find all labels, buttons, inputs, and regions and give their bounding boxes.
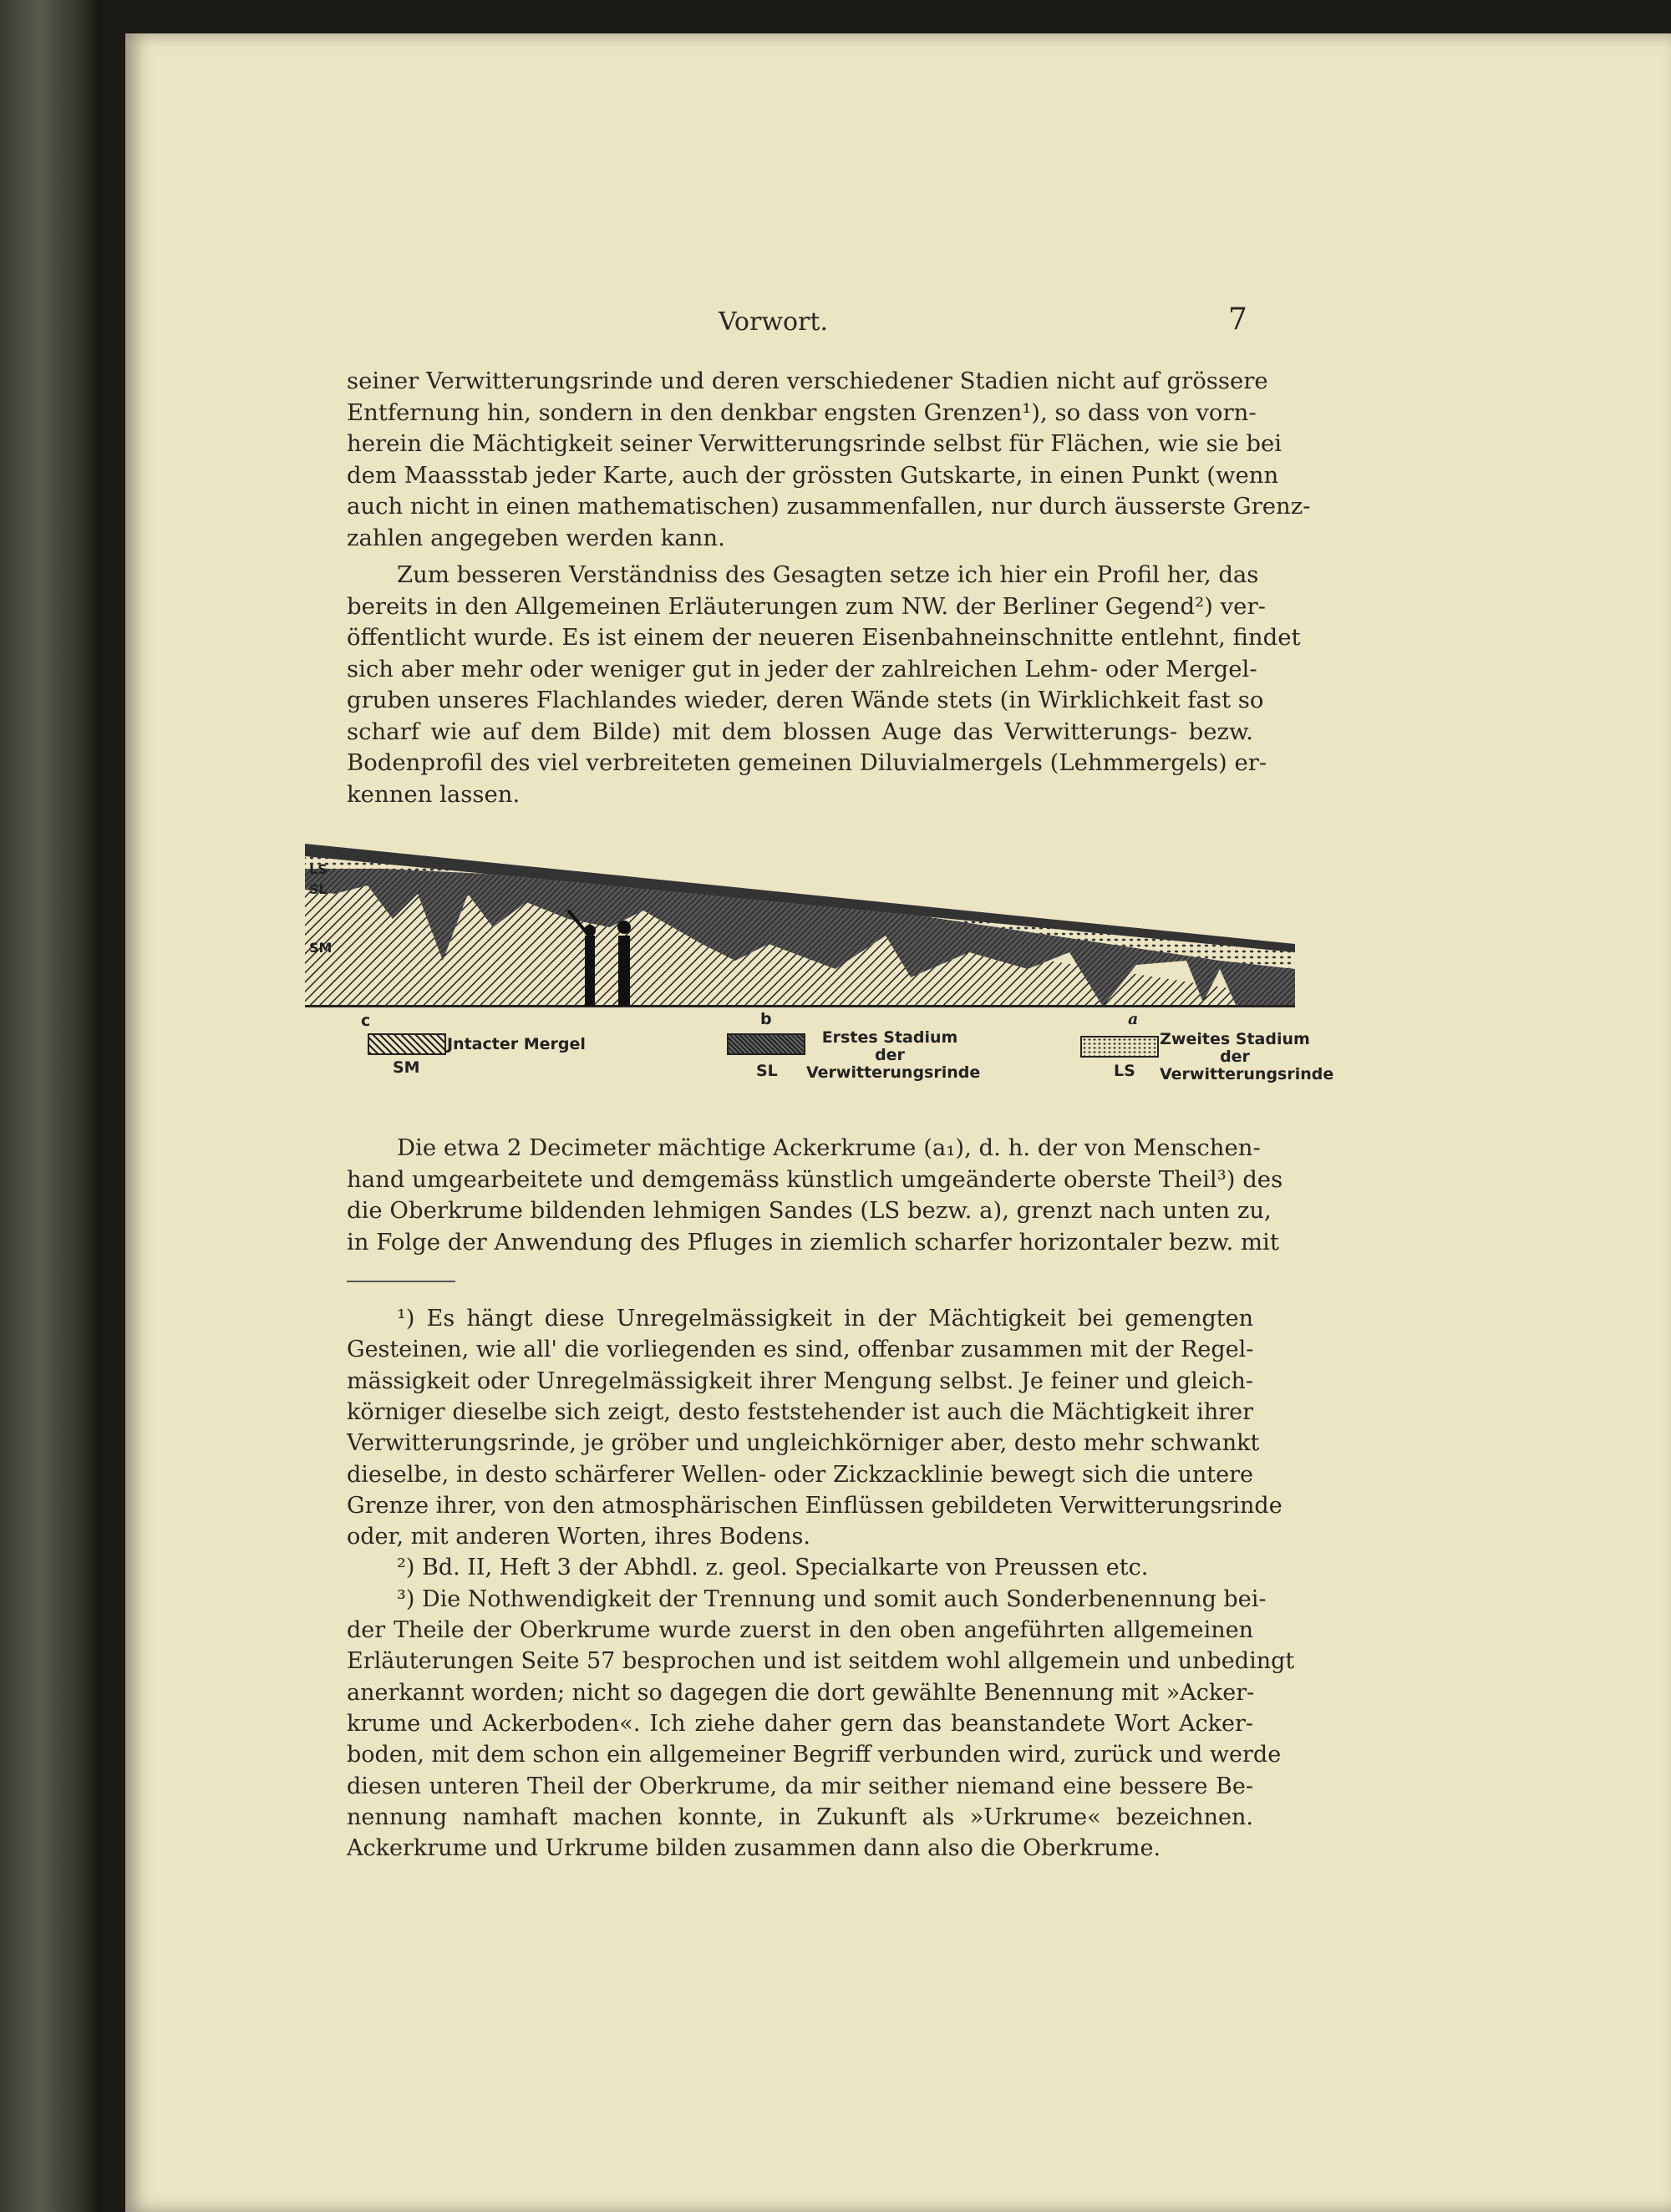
footnote-line: Verwitterungsrinde, je gröber und ungleichkörniger aber, desto mehr schwankt <box>347 1430 1260 1457</box>
legend-code-ls: LS <box>1114 1062 1135 1080</box>
legend-label-sl: Erstes Stadium der Verwitterungsrinde <box>806 1028 981 1082</box>
legend-swatch-sl <box>727 1033 805 1055</box>
page-number: 7 <box>1228 302 1247 337</box>
text-line: öffentlicht wurde. Es ist einem der neueren Eisenbahneinschnitte entlehnt, findet <box>347 624 1301 651</box>
footnote-line: Grenze ihrer, von den atmosphärischen Einflüssen gebildeten Verwitterungsrinde <box>347 1492 1282 1519</box>
legend-letter-b: b <box>760 1010 772 1028</box>
text-line: die Oberkrume bildenden lehmigen Sandes (LS bezw. a), grenzt nach unten zu, <box>347 1197 1272 1224</box>
footnote-line: oder, mit anderen Worten, ihres Bodens. <box>347 1524 810 1550</box>
legend-letter-a: a <box>1128 1010 1139 1028</box>
running-header: Vorwort. <box>719 307 828 337</box>
footnote-line: der Theile der Oberkrume wurde zuerst in den oben angeführten allgemeinen <box>347 1617 1253 1643</box>
text-line: gruben unseres Flachlandes wieder, deren Wände stets (in Wirklichkeit fast so <box>347 687 1264 713</box>
text-line: in Folge der Anwendung des Pfluges in ziemlich scharfer horizontaler bezw. mit <box>347 1228 1279 1256</box>
text-line: scharf wie auf dem Bilde) mit dem blossen Auge das Verwitterungs- bezw. <box>347 718 1253 745</box>
text-line: Entfernung hin, sondern in den denkbar engsten Grenzen¹), so dass von vorn- <box>347 398 1257 426</box>
book-spine <box>0 0 100 2212</box>
footnote-line: ³) Die Nothwendigkeit der Trennung und somit auch Sonderbenennung bei- <box>397 1585 1267 1612</box>
text-line: seiner Verwitterungsrinde und deren verschiedener Stadien nicht auf grössere <box>347 368 1268 394</box>
legend-label-ls: Zweites Stadium der Verwitterungsrinde <box>1160 1030 1334 1083</box>
text-line: herein die Mächtigkeit seiner Verwitterungsrinde selbst für Flächen, wie sie bei <box>347 430 1282 457</box>
footnote-line: ¹) Es hängt diese Unregelmässigkeit in der Mächtigkeit bei gemengten <box>397 1306 1253 1332</box>
soil-profile-figure <box>301 844 1320 1011</box>
legend-label-sm: Jntacter Mergel <box>447 1035 586 1053</box>
footnote-line: diesen unteren Theil der Oberkrume, da mir seither niemand eine bessere Be- <box>347 1773 1253 1799</box>
footnote-line: anerkannt worden; nicht so dagegen die dort gewählte Benennung mit »Acker- <box>347 1679 1255 1706</box>
footnote-line: Gesteinen, wie all' die vorliegenden es sind, offenbar zusammen mit der Regel- <box>347 1337 1254 1363</box>
text-line: auch nicht in einen mathematischen) zusammenfallen, nur durch äusserste Grenz- <box>347 493 1311 520</box>
book-page <box>125 33 1671 2212</box>
legend-code-sm: SM <box>393 1058 420 1077</box>
label-sl: SL <box>309 881 328 897</box>
text-line: dem Maassstab jeder Karte, auch der grössten Gutskarte, in einen Punkt (wenn <box>347 461 1279 489</box>
legend-letter-c: c <box>361 1012 371 1030</box>
footnote-line: ²) Bd. II, Heft 3 der Abhdl. z. geol. Specialkarte von Preussen etc. <box>397 1555 1149 1581</box>
footnote-line: Ackerkrume und Urkrume bilden zusammen dann also die Oberkrume. <box>347 1835 1161 1862</box>
footnote-line: körniger dieselbe sich zeigt, desto feststehender ist auch die Mächtigkeit ihrer <box>347 1398 1253 1425</box>
footnote-line: Erläuterungen Seite 57 besprochen und ist seitdem wohl allgemein und unbedingt <box>347 1648 1295 1675</box>
text-line: kennen lassen. <box>347 780 521 808</box>
footnote-rule <box>347 1281 455 1282</box>
footnote-line: mässigkeit oder Unregelmässigkeit ihrer Mengung selbst. Je feiner und gleich- <box>347 1367 1253 1394</box>
text-line: Zum besseren Verständniss des Gesagten setze ich hier ein Profil her, das <box>397 561 1259 588</box>
legend-code-sl: SL <box>756 1062 778 1080</box>
text-line: bereits in den Allgemeinen Erläuterungen zum NW. der Berliner Gegend²) ver- <box>347 592 1266 620</box>
legend-swatch-sm <box>368 1033 446 1055</box>
footnote-line: dieselbe, in desto schärferer Wellen- oder Zickzacklinie bewegt sich die untere <box>347 1461 1253 1488</box>
footnote-line: krume und Ackerboden«. Ich ziehe daher gern das beanstandete Wort Acker- <box>347 1710 1253 1737</box>
footnote-line: boden, mit dem schon ein allgemeiner Begriff verbunden wird, zurück und werde <box>347 1742 1282 1768</box>
footnote-line: nennung namhaft machen konnte, in Zukunft als »Urkrume« bezeichnen. <box>347 1804 1253 1830</box>
label-ls: LS <box>309 861 328 877</box>
text-line: hand umgearbeitete und demgemäss künstlich umgeänderte oberste Theil³) des <box>347 1165 1283 1193</box>
text-line: sich aber mehr oder weniger gut in jeder der zahlreichen Lehm- oder Mergel- <box>347 655 1257 682</box>
text-line: zahlen angegeben werden kann. <box>347 524 725 551</box>
label-sm: SM <box>309 940 333 956</box>
legend-swatch-ls <box>1080 1036 1159 1058</box>
text-line: Die etwa 2 Decimeter mächtige Ackerkrume (a₁), d. h. der von Menschen- <box>397 1134 1261 1161</box>
text-line: Bodenprofil des viel verbreiteten gemeinen Diluvialmergels (Lehmmergels) er- <box>347 749 1267 776</box>
